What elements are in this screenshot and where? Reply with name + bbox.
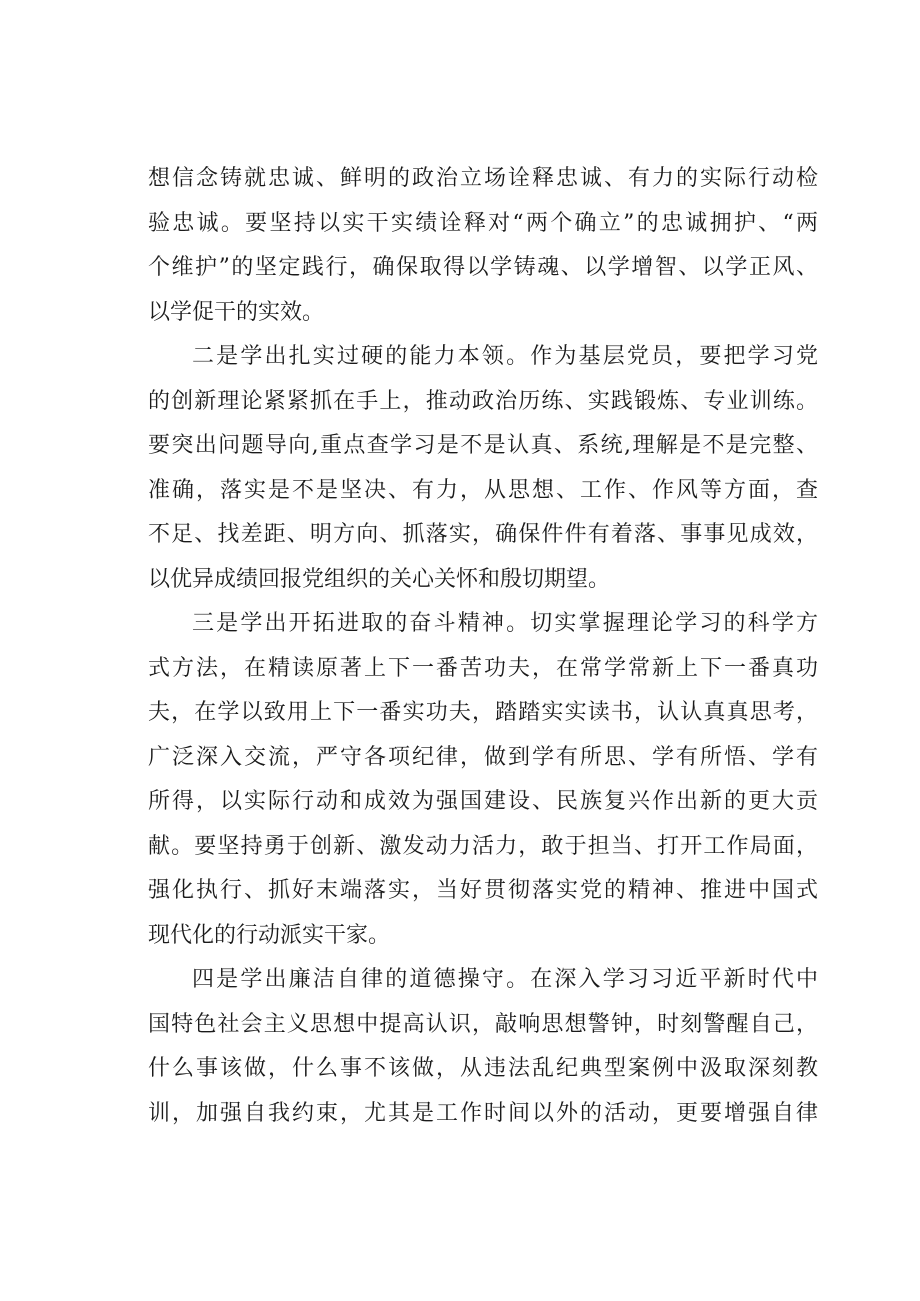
text-line: 要突出问题导向,重点查学习是不是认真、系统,理解是不是完整、	[148, 433, 818, 458]
text-line: 广泛深入交流，严守各项纪律，做到学有所思、学有所悟、学有	[148, 744, 818, 770]
text-line: 不足、找差距、明方向、抓落实，确保件件有着落、事事见成效，	[148, 522, 818, 547]
text-line: 训，加强自我约束，尤其是工作时间以外的活动，更要增强自律	[148, 1100, 818, 1126]
text-line: 强化执行、抓好末端落实，当好贯彻落实党的精神、推进中国式	[148, 878, 818, 903]
text-line: 的创新理论紧紧抓在手上，推动政治历练、实践锻炼、专业训练。	[148, 388, 818, 414]
text-line: 准确，落实是不是坚决、有力，从思想、工作、作风等方面，查	[148, 477, 818, 503]
text-line: 式方法，在精读原著上下一番苦功夫，在常学常新上下一番真功	[148, 655, 818, 681]
paragraph-1	[148, 157, 818, 335]
text-line: 什么事该做，什么事不该做，从违法乱纪典型案例中汲取深刻教	[148, 1056, 818, 1081]
document-body	[148, 157, 818, 1136]
text-line: 现代化的行动派实干家。	[148, 922, 391, 948]
paragraph-3	[148, 602, 818, 958]
text-line: 验忠诚。要坚持以实干实绩诠释对“两个确立”的忠诚拥护、“两	[148, 210, 818, 236]
text-line: 所得，以实际行动和成效为强国建设、民族复兴作出新的更大贡	[148, 789, 818, 814]
text-line: 夫，在学以致用上下一番实功夫，踏踏实实读书，认认真真思考，	[148, 700, 818, 725]
paragraph-2	[148, 335, 818, 602]
text-line: 以优异成绩回报党组织的关心关怀和殷切期望。	[148, 566, 611, 592]
text-line: 国特色社会主义思想中提高认识，敲响思想警钟，时刻警醒自己，	[148, 1011, 818, 1037]
text-line: 二是学出扎实过硬的能力本领。作为基层党员，要把学习党	[192, 344, 818, 369]
text-line: 想信念铸就忠诚、鲜明的政治立场诠释忠诚、有力的实际行动检	[148, 166, 818, 191]
text-line: 四是学出廉洁自律的道德操守。在深入学习习近平新时代中	[192, 967, 818, 992]
text-line: 三是学出开拓进取的奋斗精神。切实掌握理论学习的科学方	[192, 611, 818, 636]
text-line: 个维护”的坚定践行，确保取得以学铸魂、以学增智、以学正风、	[148, 255, 818, 280]
text-line: 以学促干的实效。	[148, 299, 325, 325]
text-line: 献。要坚持勇于创新、激发动力活力，敢于担当、打开工作局面，	[148, 833, 818, 859]
paragraph-4	[148, 958, 818, 1136]
